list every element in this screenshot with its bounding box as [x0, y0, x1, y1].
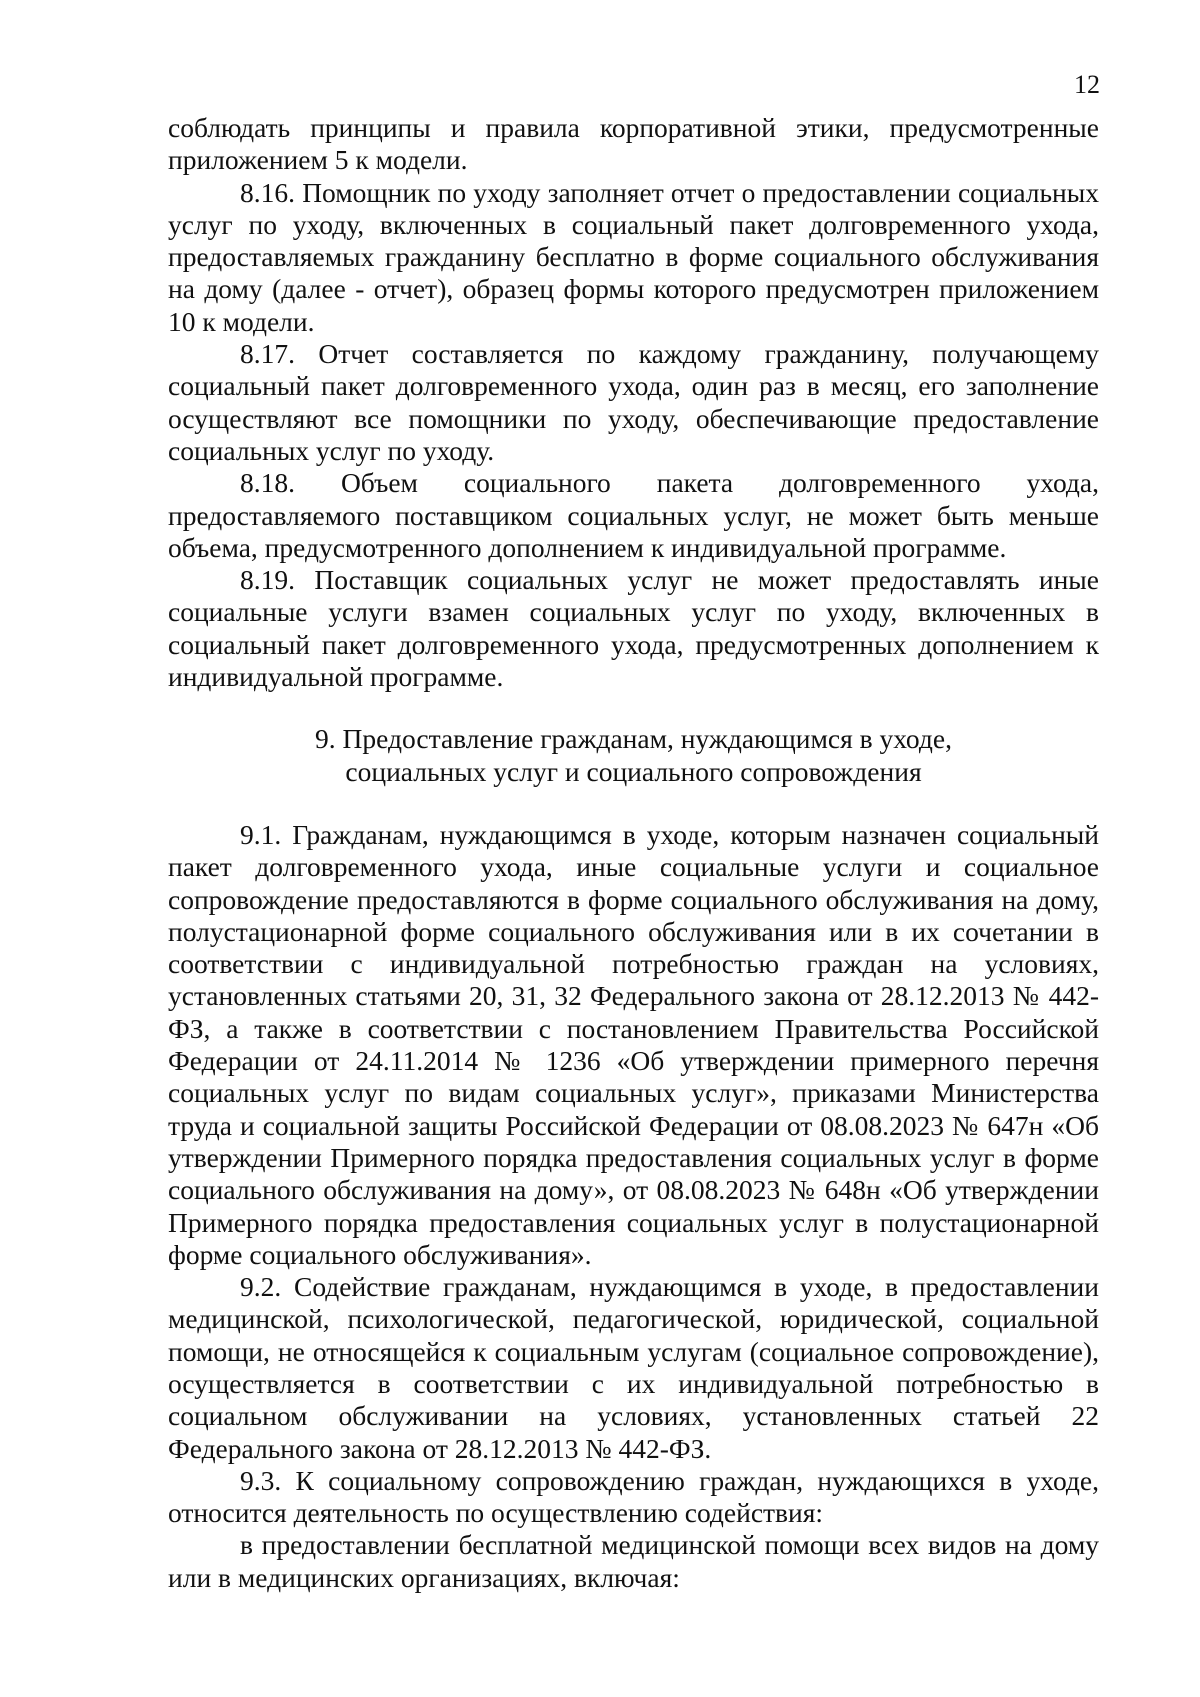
section-heading-line-1: 9. Предоставление гражданам, нуждающимся в уходе,	[315, 723, 952, 755]
page-number: 12	[1074, 70, 1100, 99]
paragraph-8-17: 8.17. Отчет составляется по каждому гражданину, получающему социальный пакет долговременного ухода, один раз в месяц, его заполнение осуществляют все помощники по уходу, обеспечивающие предоставление социальных услуг по уходу.	[168, 338, 1099, 466]
paragraph-8-16: 8.16. Помощник по уходу заполняет отчет о предоставлении социальных услуг по уходу, включенных в социальный пакет долговременного ухода, предоставляемых гражданину бесплатно в форме социального обслуживания на дому (далее - отчет), образец формы которого предусмотрен приложением 10 к модели.	[168, 176, 1099, 337]
paragraph-8-19: 8.19. Поставщик социальных услуг не может предоставлять иные социальные услуги взамен социальных услуг по уходу, включенных в социальный пакет долговременного ухода, предусмотренных дополнением к индивидуальной программе.	[168, 564, 1099, 693]
paragraph-9-2: 9.2. Содействие гражданам, нуждающимся в уходе, в предоставлении медицинской, психологической, педагогической, юридической, социальной помощи, не относящейся к социальным услугам (социальное сопровождение), осуществляется в соответствии с их индивидуальной потребностью в социальном обслуживании на условиях, установленных статьей 22 Федерального закона от 28.12.2013 № 442-ФЗ.	[168, 1271, 1099, 1464]
paragraph-9-3: 9.3. К социальному сопровождению граждан, нуждающихся в уходе, относится деятельность по осуществлению содействия:	[168, 1464, 1099, 1529]
paragraph-continuation: соблюдать принципы и правила корпоративной этики, предусмотренные приложением 5 к модели.	[168, 112, 1099, 176]
section-heading	[168, 723, 1099, 788]
paragraph-9-1: 9.1. Гражданам, нуждающимся в уходе, которым назначен социальный пакет долговременного ухода, иные социальные услуги и социальное сопровождение предоставляются в форме социального обслуживания на дому, полустационарной форме социального обслуживания или в их сочетании в соответствии с индивидуальной потребностью граждан на условиях, установленных статьями 20, 31, 32 Федерального закона от 28.12.2013 № 442-ФЗ, а также в соответствии с постановлением Правительства Российской Федерации от 24.11.2014 № 1236 «Об утверждении примерного перечня социальных услуг по видам социальных услуг», приказами Министерства труда и социальной защиты Российской Федерации от 08.08.2023 № 647н «Об утверждении Примерного порядка предоставления социальных услуг в форме социального обслуживания на дому», от 08.08.2023 № 648н «Об утверждении Примерного порядка предоставления социальных услуг в полустационарной форме социального обслуживания».	[168, 818, 1099, 1270]
paragraph-medical-assistance: в предоставлении бесплатной медицинской помощи всех видов на дому или в медицинских организациях, включая:	[168, 1529, 1099, 1593]
paragraph-8-18: 8.18. Объем социального пакета долговременного ухода, предоставляемого поставщиком социальных услуг, не может быть меньше объема, предусмотренного дополнением к индивидуальной программе.	[168, 467, 1099, 563]
document-body	[168, 112, 1099, 1594]
section-heading-line-2: социальных услуг и социального сопровождения	[345, 755, 922, 787]
